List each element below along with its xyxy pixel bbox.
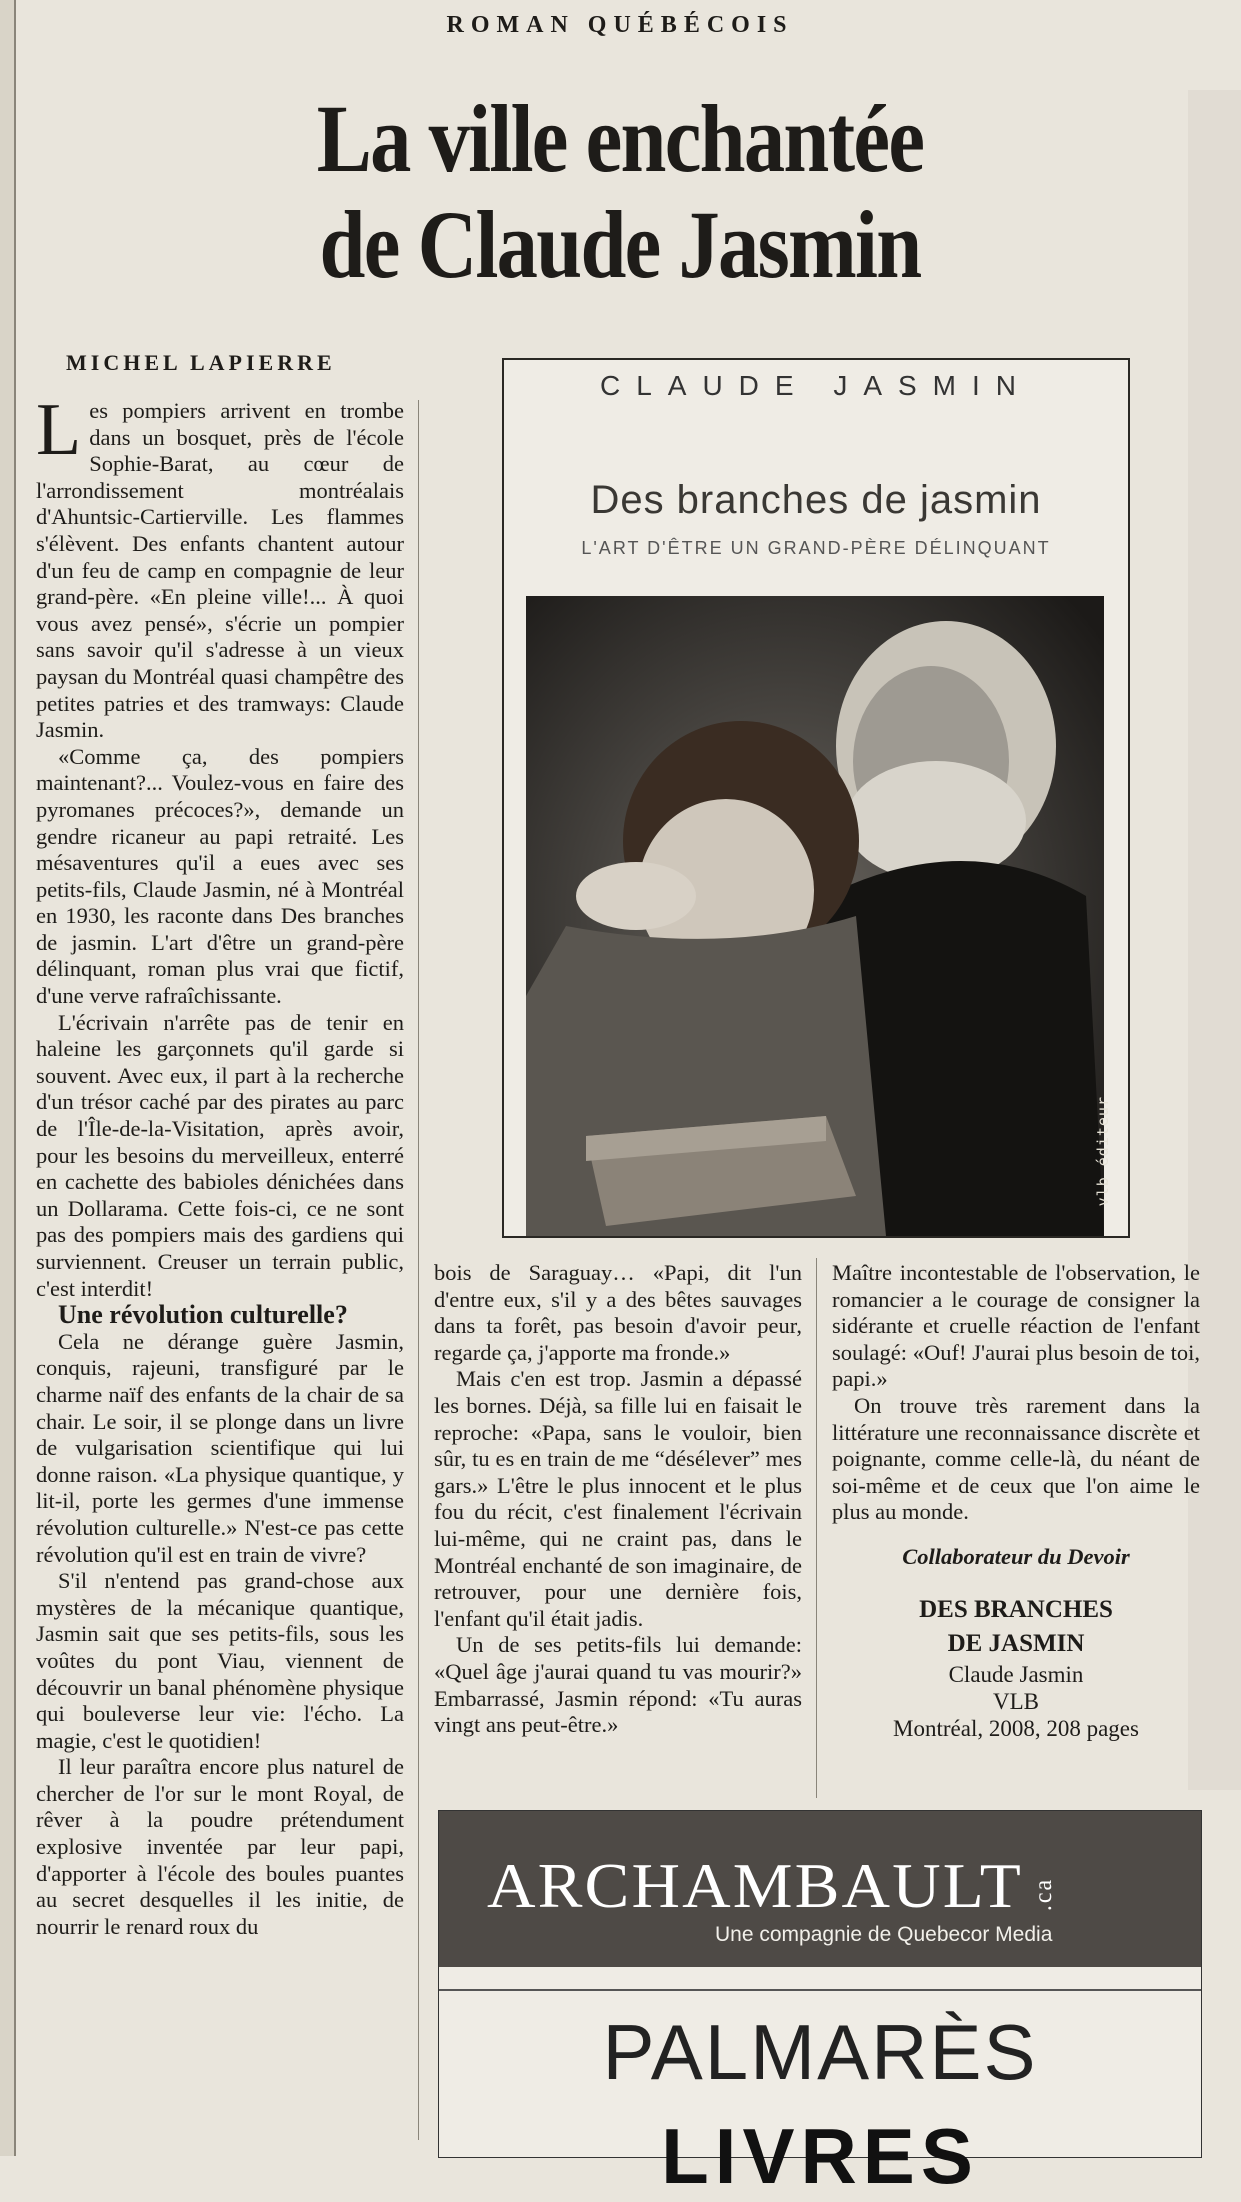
drop-cap: L [36, 389, 82, 471]
archambault-advertisement [438, 1810, 1202, 2200]
byline: MICHEL LAPIERRE [66, 350, 336, 375]
paragraph-10: Maître incontestable de l'observation, le romancier a le courage de consigner la sidérante et cruelle réaction de l'enfant soulagé: «Ouf! J'aurai plus besoin de toi, papi.» [832, 1260, 1200, 1392]
column-divider [418, 400, 419, 2140]
paragraph-9: Un de ses petits-fils lui demande: «Quel âge j'aurai quand tu vas mourir?» Embarrassé, Jasmin répond: «Tu auras vingt ans peut-être.» [434, 1632, 802, 1738]
paragraph-11: On trouve très rarement dans la littérature une reconnaissance discrète et poignante, comme celle-là, du néant de soi-même et de ceux que l'on aime le plus au monde. [832, 1392, 1200, 1525]
ad-tagline: Une compagnie de Quebecor Media [715, 1923, 1053, 1946]
paragraph-5: S'il n'entend pas grand-chose aux mystères de la mécanique quantique, Jasmin sait que ses petits-fils, sous les voûtes du pont Viau, viennent de découvrir un banal phénomène physique qui bouleverse leur vie: l'écho. La magie, c'est le quotidien! [36, 1568, 404, 1753]
paragraph-6: Il leur paraîtra encore plus naturel de chercher de l'or sur le mont Royal, de rêver à la poudre prétendument explosive inventée par leur papi, d'apporter à l'école des boules puantes au secret desquelles il les initie, de nourrir le renard roux du [36, 1754, 404, 1939]
paragraph-4: Cela ne dérange guère Jasmin, conquis, rajeuni, transfiguré par le charme naïf des enfants de la chair de sa chair. Le soir, il se plonge dans un livre de vulgarisation scientifique qui lui donne raison. «La physique quantique, y lit-il, porte les germes d'une immense révolution culturelle.» N'est-ce pas cette révolution qu'il est en train de vivre? [36, 1328, 404, 1567]
headline-line-1: La ville enchantée [316, 85, 924, 192]
paragraph-7: bois de Saraguay… «Papi, dit l'un d'entre eux, s'il y a des bêtes sauvages dans ta forêt, pas besoin d'avoir peur, regarde ça, j'apporte ma fronde.» [434, 1260, 802, 1365]
paragraph-8: Mais c'en est trop. Jasmin a dépassé les bornes. Déjà, sa fille lui en faisait le reproche: «Papa, sans le vouloir, bien sûr, tu es en train de me “désélever” mes gars.» L'être le plus innocent et le plus fou du récit, c'est finalement l'écrivain lui-même, qui ne craint pas, dans le Montréal enchanté de son imaginaire, de retrouver, pour une dernière fois, l'enfant qu'il était jadis. [434, 1366, 802, 1631]
column-divider [816, 1258, 817, 1798]
paragraph-1: Les pompiers arrivent en trombe dans un bosquet, près de l'école Sophie-Barat, au cœur de l'arrondissement montréalais d'Ahuntsic-Cartierville. Les flammes s'élèvent. Des enfants chantent autour d'un feu de camp en compagnie de leur grand-père. «En pleine ville!... À quoi vous avez pensé», s'écrie un pompier sans savoir qu'il s'adresse à un vieux paysan du Montréal quasi champêtre des petites patries et des tramways: Claude Jasmin. [36, 389, 404, 743]
book-author: Claude Jasmin [948, 1661, 1084, 1687]
ad-brand-logo: ARCHAMBAULT .ca [487, 1850, 1058, 1921]
book-title-line-1: DES BRANCHES [919, 1595, 1113, 1623]
cover-publisher: vlb éditeur [1094, 1095, 1112, 1206]
subheading: Une révolution culturelle? [58, 1300, 348, 1330]
article-column-1 [36, 389, 404, 1940]
ad-headline: PALMARÈS [602, 2008, 1038, 2096]
book-title-line-2: DE JASMIN [947, 1629, 1085, 1657]
section-rubric: ROMAN QUÉBÉCOIS [446, 12, 794, 38]
cover-title: Des branches de jasmin [590, 478, 1042, 522]
book-publisher: VLB [993, 1688, 1039, 1714]
cover-author: CLAUDE JASMIN [599, 370, 1033, 401]
article-column-2 [434, 1260, 802, 1739]
paragraph-2: «Comme ça, des pompiers maintenant?... Voulez-vous en faire des pyromanes précoces?», demande un gendre ricaneur au papi retraité. Les mésaventures qu'il a eues avec ses petits-fils, Claude Jasmin, né à Montréal en 1930, les raconte dans Des branches de jasmin. L'art d'être un grand-père délinquant, roman plus vrai que fictif, d'une verve rafraîchissante. [36, 743, 404, 1009]
cover-subtitle: L'ART D'ÊTRE UN GRAND-PÈRE DÉLINQUANT [581, 538, 1051, 558]
author-signoff: Collaborateur du Devoir [902, 1543, 1130, 1569]
page-edge [0, 0, 16, 2156]
headline-line-2: de Claude Jasmin [319, 191, 921, 298]
book-cover [502, 358, 1130, 1238]
ad-brand-suffix: .ca [1030, 1877, 1058, 1912]
headline [242, 86, 999, 298]
book-info-box [832, 1593, 1200, 1742]
ad-headline-2: LIVRES [661, 2112, 979, 2200]
ad-divider [439, 1989, 1201, 1991]
paragraph-3: L'écrivain n'arrête pas de tenir en haleine les garçonnets qu'il garde si souvent. Avec eux, il part à la recherche d'un trésor caché par des pirates au parc de l'Île-de-la-Visitation, après avoir, pour les besoins du merveilleux, enterré en cachette des babioles dénichées dans un Dollarama. Cette fois-ci, ce ne sont pas des pompiers mais des gardiens qui surviennent. Creuser un terrain public, c'est interdit! [36, 1009, 404, 1301]
book-details: Montréal, 2008, 208 pages [893, 1715, 1139, 1741]
cover-photo [526, 596, 1104, 1236]
article-column-3 [832, 1260, 1200, 1742]
